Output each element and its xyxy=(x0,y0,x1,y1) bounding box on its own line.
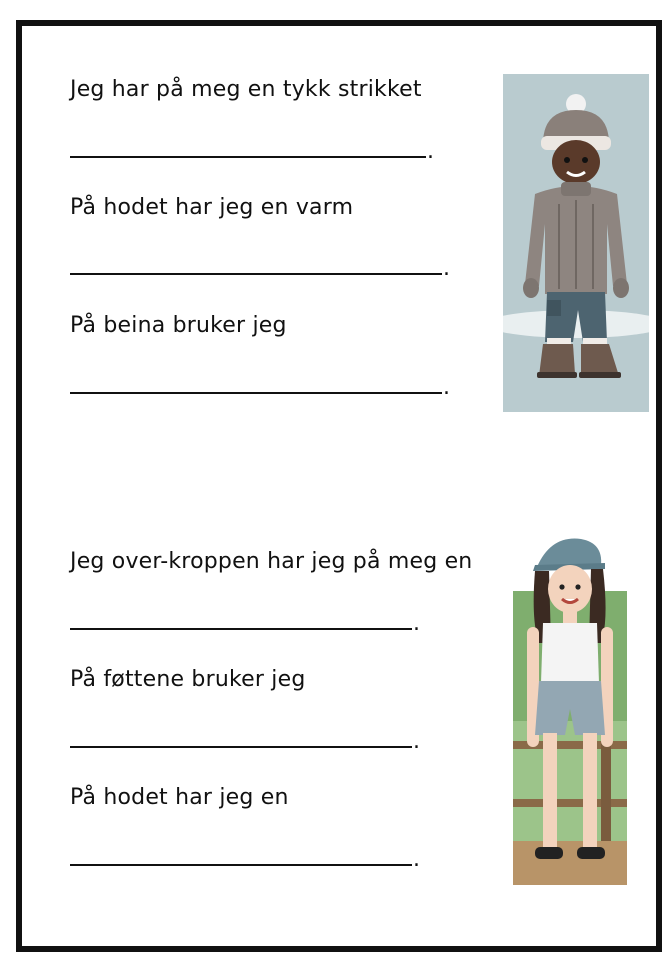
blank-period: . xyxy=(443,375,450,400)
answer-blank-legs[interactable] xyxy=(70,372,450,402)
summer-child-illustration xyxy=(513,531,627,885)
answer-blank-sweater[interactable] xyxy=(70,136,434,166)
answer-line xyxy=(70,608,412,630)
blank-period: . xyxy=(443,256,450,281)
prompt-upper-body: Jeg over-kroppen har jeg på meg en xyxy=(70,549,473,574)
prompt-feet: På føttene bruker jeg xyxy=(70,667,306,692)
prompt-legs: På beina bruker jeg xyxy=(70,313,287,338)
prompt-hat: På hodet har jeg en varm xyxy=(70,195,354,220)
answer-line xyxy=(70,136,426,158)
blank-period: . xyxy=(427,139,434,164)
winter-child-illustration xyxy=(503,74,649,412)
answer-blank-head[interactable] xyxy=(70,844,420,874)
answer-line xyxy=(70,726,412,748)
blank-period: . xyxy=(413,729,420,754)
prompt-head: På hodet har jeg en xyxy=(70,785,289,810)
answer-line xyxy=(70,844,412,866)
answer-line xyxy=(70,253,442,275)
blank-period: . xyxy=(413,611,420,636)
blank-period: . xyxy=(413,847,420,872)
answer-blank-feet[interactable] xyxy=(70,726,420,756)
answer-blank-upper-body[interactable] xyxy=(70,608,420,638)
answer-blank-hat[interactable] xyxy=(70,253,450,283)
prompt-sweater: Jeg har på meg en tykk strikket xyxy=(70,77,422,102)
answer-line xyxy=(70,372,442,394)
